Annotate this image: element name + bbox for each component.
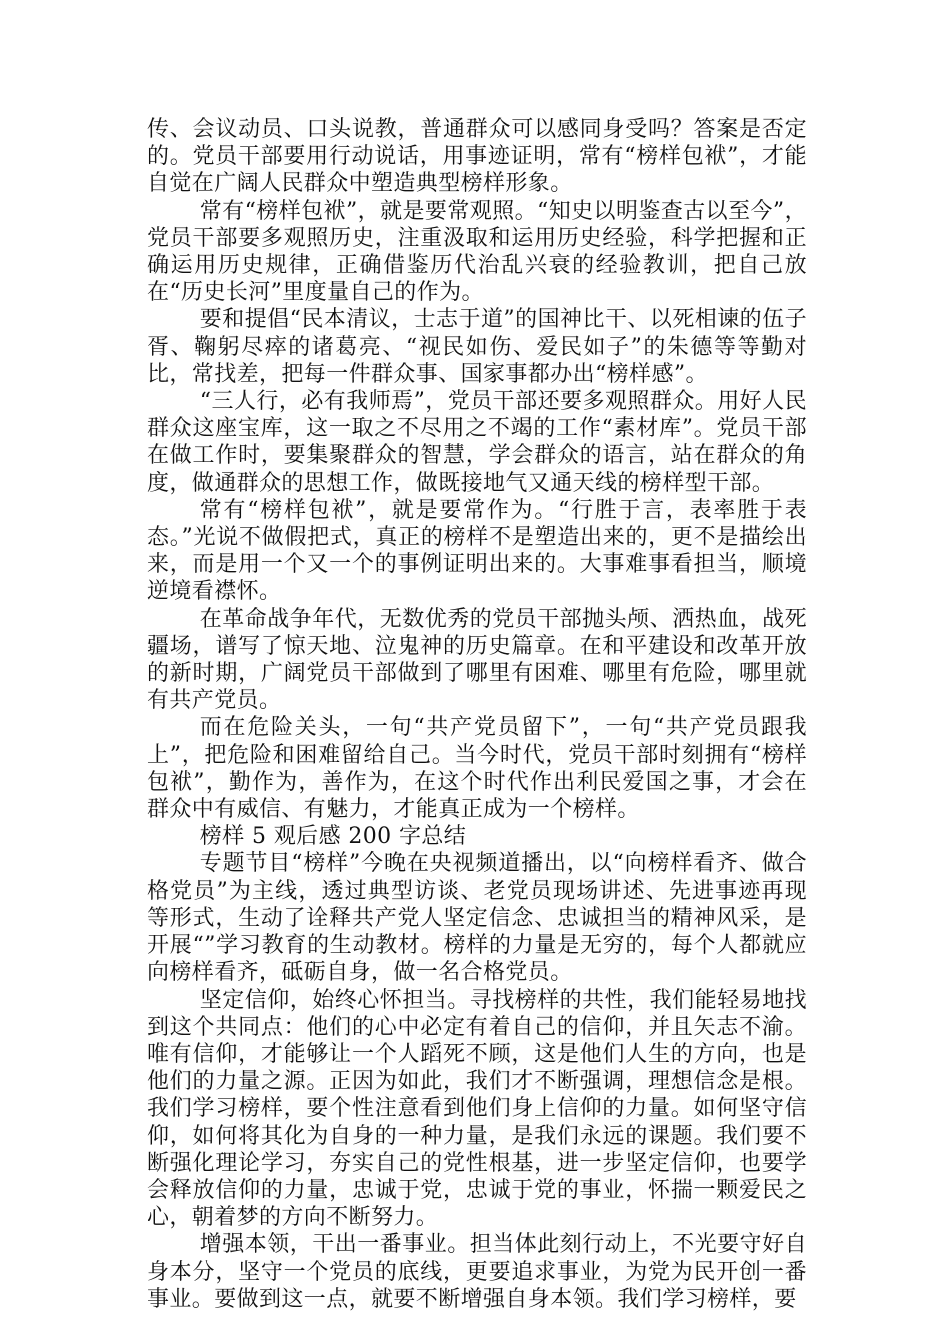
paragraph: 常有“榜样包袱”，就是要常作为。“行胜于言，表率胜于表态。”光说不做假把式，真正的榜样不是塑造出来的，更不是描绘出来，而是用一个又一个的事例证明出来的。大事难事看担当，顺境逆境看襟怀。 [147, 497, 807, 605]
section-heading: 榜样 5 观后感 200 字总结 [199, 824, 467, 850]
paragraph: 常有“榜样包袱”，就是要常观照。“知史以明鉴查古以至今”，党员干部要多观照历史，注重汲取和运用历史经验，科学把握和正确运用历史规律，正确借鉴历代治乱兴衰的经验教训，把自己放在“历史长河”里度量自己的作为。 [147, 198, 807, 306]
paragraph: 要和提倡“民本清议，士志于道”的国神比干、以死相谏的伍子胥、鞠躬尽瘁的诸葛亮、“视民如伤、爱民如子”的朱德等等勤对比，常找差，把每一件群众事、国家事都办出“榜样感”。 [147, 307, 807, 387]
paragraph: 坚定信仰，始终心怀担当。寻找榜样的共性，我们能轻易地找到这个共同点：他们的心中必定有着自己的信仰，并且矢志不渝。唯有信仰，才能够让一个人蹈死不顾，这是他们人生的方向，也是他们的力量之源。正因为如此，我们才不断强调，理想信念是根。我们学习榜样，要个性注意看到他们身上信仰的力量。如何坚守信仰，如何将其化为自身的一种力量，是我们永远的课题。我们要不断强化理论学习，夯实自己的党性根基，进一步坚定信仰，也要学会释放信仰的力量，忠诚于党，忠诚于党的事业，怀揣一颗爱民之心，朝着梦的方向不断努力。 [147, 987, 807, 1231]
paragraph: 专题节目“榜样”今晚在央视频道播出，以“向榜样看齐、做合格党员”为主线，透过典型访谈、老党员现场讲述、先进事迹再现等形式，生动了诠释共产党人坚定信念、忠诚担当的精神风采，是开展“”学习教育的生动教材。榜样的力量是无穷的，每个人都就应向榜样看齐，砥砺自身，做一名合格党员。 [147, 851, 807, 986]
paragraph: “三人行，必有我师焉”，党员干部还要多观照群众。用好人民群众这座宝库，这一取之不尽用之不竭的工作“素材库”。党员干部在做工作时，要集聚群众的智慧，学会群众的语言，站在群众的角度，做通群众的思想工作，做既接地气又通天线的榜样型干部。 [147, 389, 807, 496]
paragraph: 传、会议动员、口头说教，普通群众可以感同身受吗？答案是否定的。党员干部要用行动说话，用事迹证明，常有“榜样包袱”，才能自觉在广阔人民群众中塑造典型榜样形象。 [147, 117, 807, 197]
paragraph: 在革命战争年代，无数优秀的党员干部抛头颅、洒热血，战死疆场，谱写了惊天地、泣鬼神的历史篇章。在和平建设和改革开放的新时期，广阔党员干部做到了哪里有困难、哪里有危险，哪里就有共产党员。 [147, 606, 807, 714]
paragraph: 而在危险关头，一句“共产党员留下”，一句“共产党员跟我上”，把危险和困难留给自己。当今时代，党员干部时刻拥有“榜样包袱”，勤作为，善作为，在这个时代作出利民爱国之事，才会在群众中有威信、有魅力，才能真正成为一个榜样。 [147, 715, 807, 823]
paragraph: 增强本领，干出一番事业。担当体此刻行动上，不光要守好自身本分，坚守一个党员的底线，更要追求事业，为党为民开创一番事业。要做到这一点，就要不断增强自身本领。我们学习榜样，要 [147, 1232, 807, 1312]
document-body [147, 116, 807, 1313]
